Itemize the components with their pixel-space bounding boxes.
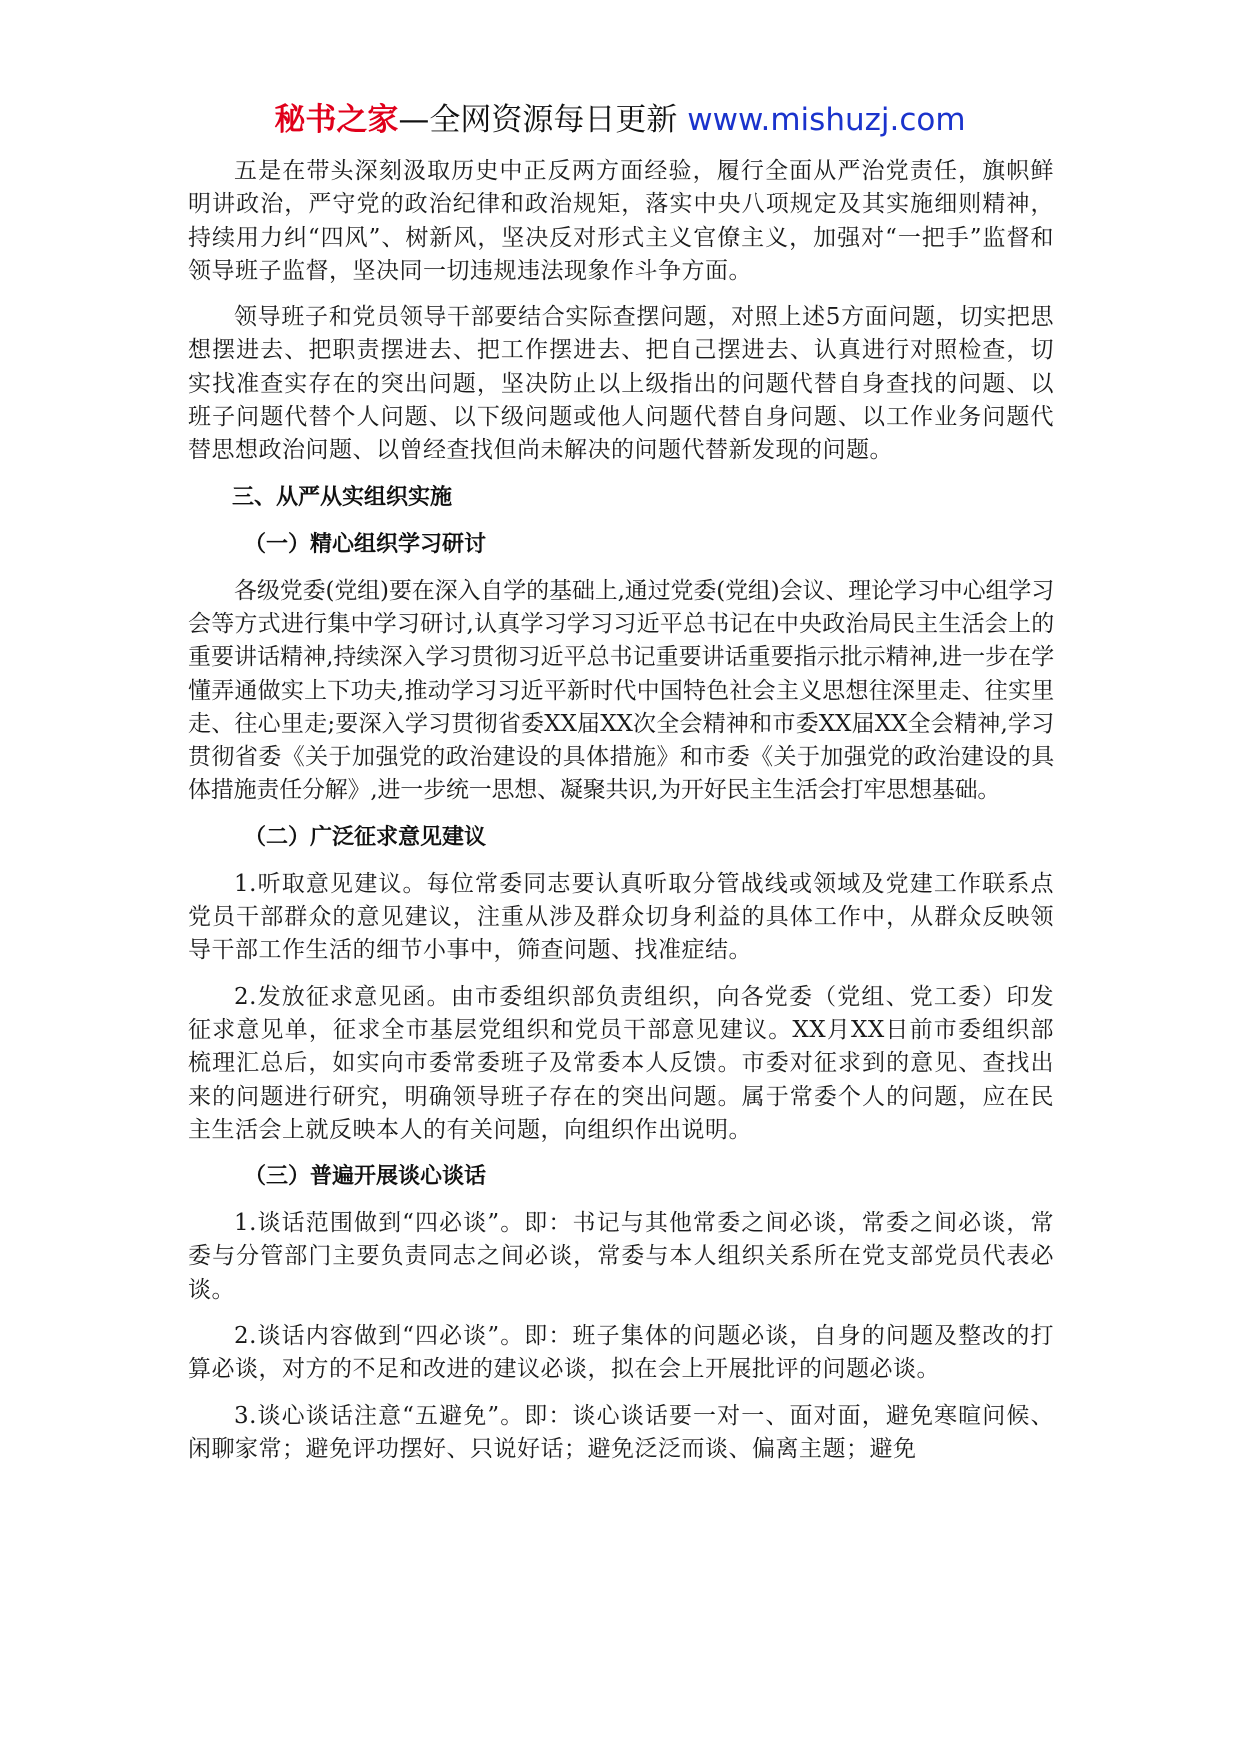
- section-heading-3: 三、从严从实组织实施: [232, 484, 453, 510]
- document-body: [188, 155, 1054, 1479]
- paragraph-talk-content: 2.谈话内容做到“四必谈”。即：班子集体的问题必谈，自身的问题及整改的打算必谈，对方的不足和改进的建议必谈，拟在会上开展批评的问题必谈。: [188, 1323, 1054, 1383]
- site-banner: [0, 100, 1240, 140]
- paragraph-study: 各级党委(党组)要在深入自学的基础上,通过党委(党组)会议、理论学习中心组学习会等方式进行集中学习研讨,认真学习学习习近平总书记在中央政治局民主生活会上的重要讲话精神,持续深入学习贯彻习近平总书记重要讲话重要指示批示精神,进一步在学懂弄通做实上下功夫,推动学习习近平新时代中国特色社会主义思想往深里走、往实里走、往心里走;要深入学习贯彻省委XX届XX次全会精神和市委XX届XX全会精神,学习贯彻省委《关于加强党的政治建设的具体措施》和市委《关于加强党的政治建设的具体措施责任分解》,进一步统一思想、凝聚共识,为开好民主生活会打牢思想基础。: [188, 577, 1054, 804]
- paragraph-listen-opinions: 1.听取意见建议。每位常委同志要认真听取分管战线或领域及党建工作联系点党员干部群众的意见建议，注重从涉及群众切身利益的具体工作中，从群众反映领导干部工作生活的细节小事中，筛查问题、找准症结。: [188, 870, 1054, 964]
- banner-tagline: —全网资源每日更新: [398, 102, 678, 138]
- paragraph-5th-point: 五是在带头深刻汲取历史中正反两方面经验，履行全面从严治党责任，旗帜鲜明讲政治，严守党的政治纪律和政治规矩，落实中央八项规定及其实施细则精神，持续用力纠“四风”、树新风，坚决反对形式主义官僚主义，加强对“一把手”监督和领导班子监督，坚决同一切违规违法现象作斗争方面。: [188, 158, 1054, 284]
- banner-brand: 秘书之家: [274, 102, 399, 138]
- sub-heading-study: （一）精心组织学习研讨: [244, 531, 487, 557]
- sub-heading-opinions: （二）广泛征求意见建议: [244, 824, 487, 850]
- paragraph-talk-scope: 1.谈话范围做到“四必谈”。即：书记与其他常委之间必谈，常委之间必谈，常委与分管部门主要负责同志之间必谈，常委与本人组织关系所在党支部党员代表必谈。: [188, 1210, 1054, 1303]
- paragraph-talk-avoid: 3.谈心谈话注意“五避免”。即：谈心谈话要一对一、面对面，避免寒暄问候、闲聊家常；避免评功摆好、只说好话；避免泛泛而谈、偏离主题；避免: [188, 1402, 1054, 1462]
- paragraph-opinion-letters: 2.发放征求意见函。由市委组织部负责组织，向各党委（党组、党工委）印发征求意见单，征求全市基层党组织和党员干部意见建议。XX月XX日前市委组织部梳理汇总后，如实向市委常委班子及常委本人反馈。市委对征求到的意见、查找出来的问题进行研究，明确领导班子存在的突出问题。属于常委个人的问题，应在民主生活会上就反映本人的有关问题，向组织作出说明。: [188, 983, 1054, 1143]
- sub-heading-talks: （三）普遍开展谈心谈话: [244, 1164, 487, 1190]
- banner-url-link[interactable]: www.mishuzj.com: [687, 102, 966, 138]
- paragraph-self-check: 领导班子和党员领导干部要结合实际查摆问题，对照上述5方面问题，切实把思想摆进去、把职责摆进去、把工作摆进去、把自己摆进去、认真进行对照检查，切实找准查实存在的突出问题，坚决防止以上级指出的问题代替自身查找的问题、以班子问题代替个人问题、以下级问题或他人问题代替自身问题、以工作业务问题代替思想政治问题、以曾经查找但尚未解决的问题代替新发现的问题。: [188, 304, 1054, 464]
